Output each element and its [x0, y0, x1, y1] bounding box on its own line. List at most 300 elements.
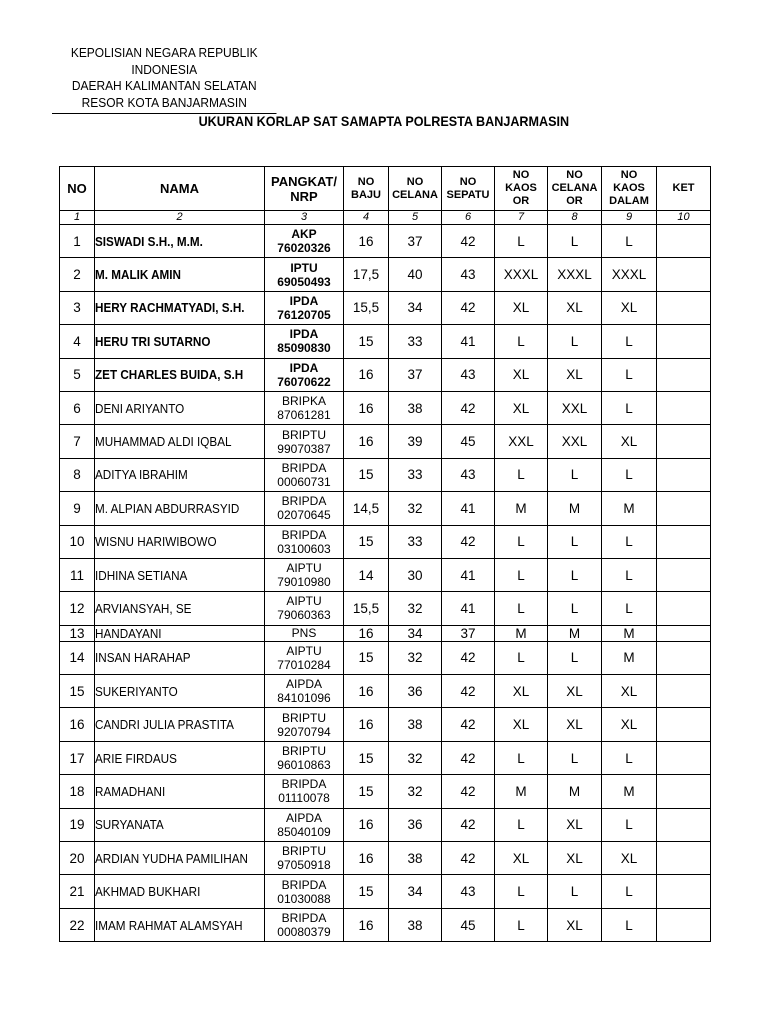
cell-nama-text: ARDIAN YUDHA PAMILIHAN: [95, 850, 249, 866]
cell-no-kaos-dalam: L: [602, 558, 657, 591]
cell-pangkat-nrp: [265, 708, 344, 741]
table-row: [60, 675, 711, 708]
cell-no-celana-or: M: [548, 775, 602, 808]
cell-nama-text: SISWADI S.H., M.M.: [95, 233, 203, 249]
cell-nrp: 76070622: [277, 374, 331, 389]
cell-no-kaos-dalam: L: [602, 225, 657, 258]
cell-nama-text: HERU TRI SUTARNO: [95, 333, 211, 349]
cell-no: 8: [60, 458, 95, 491]
cell-no-kaos-or: L: [495, 808, 548, 841]
cell-nama: [95, 741, 265, 774]
table-row: [60, 625, 711, 641]
cell-pangkat: BRIPDA: [281, 877, 327, 892]
cell-no-kaos-dalam: L: [602, 525, 657, 558]
column-number-row: [60, 211, 711, 225]
cell-no: 19: [60, 808, 95, 841]
cell-pangkat-nrp: [265, 741, 344, 774]
cell-no-baju: 16: [344, 908, 389, 941]
cell-nama-text: M. ALPIAN ABDURRASYID: [95, 500, 240, 516]
cell-no-kaos-or: L: [495, 908, 548, 941]
cell-nama: [95, 641, 265, 674]
cell-ket: [657, 425, 711, 458]
cell-nama: [95, 492, 265, 525]
column-number: 10: [657, 211, 711, 225]
cell-no-kaos-dalam: L: [602, 808, 657, 841]
cell-nrp: 03100603: [277, 541, 331, 556]
cell-no-sepatu: 41: [442, 492, 495, 525]
cell-pangkat-nrp: [265, 875, 344, 908]
header-celana-line-1: NO: [406, 175, 424, 188]
cell-no: 17: [60, 741, 95, 774]
header-pangkat-line-1: PANGKAT/: [271, 173, 337, 189]
table-row: [60, 741, 711, 774]
cell-nama: [95, 391, 265, 424]
cell-no-celana-or: L: [548, 592, 602, 625]
cell-no-celana: 32: [389, 592, 442, 625]
cell-no-baju: 15: [344, 525, 389, 558]
cell-no-baju: 14: [344, 558, 389, 591]
cell-pangkat-nrp: [265, 391, 344, 424]
cell-nama: [95, 291, 265, 324]
cell-no: 20: [60, 842, 95, 875]
cell-ket: [657, 641, 711, 674]
cell-pangkat: AIPDA: [285, 677, 322, 692]
cell-no-kaos-or: L: [495, 558, 548, 591]
cell-no-sepatu: 43: [442, 258, 495, 291]
column-number: 6: [442, 211, 495, 225]
cell-no-kaos-or: XL: [495, 358, 548, 391]
cell-nama: [95, 842, 265, 875]
cell-no-sepatu: 43: [442, 875, 495, 908]
cell-no: 10: [60, 525, 95, 558]
cell-pangkat-nrp: [265, 908, 344, 941]
cell-nama-text: SURYANATA: [95, 817, 164, 833]
cell-nama-text: ADITYA IBRAHIM: [95, 467, 188, 483]
table-row: [60, 258, 711, 291]
cell-no-celana-or: L: [548, 458, 602, 491]
table-row: [60, 391, 711, 424]
cell-nrp: 96010863: [277, 758, 331, 773]
cell-no-baju: 16: [344, 625, 389, 641]
cell-nama: [95, 908, 265, 941]
cell-no-baju: 16: [344, 675, 389, 708]
cell-nama: [95, 225, 265, 258]
cell-pangkat: BRIPTU: [281, 844, 326, 859]
cell-no-celana: 40: [389, 258, 442, 291]
column-number: 5: [389, 211, 442, 225]
cell-no-sepatu: 42: [442, 808, 495, 841]
cell-nrp: 84101096: [277, 691, 331, 706]
cell-no-celana-or: L: [548, 641, 602, 674]
column-number: 1: [60, 211, 95, 225]
cell-no-sepatu: 41: [442, 592, 495, 625]
column-number: 2: [95, 211, 265, 225]
table-row: [60, 458, 711, 491]
cell-no-kaos-or: XL: [495, 708, 548, 741]
cell-no-baju: 15,5: [344, 291, 389, 324]
cell-no-kaos-dalam: XXXL: [602, 258, 657, 291]
document-title: [0, 113, 768, 129]
table-row: [60, 875, 711, 908]
cell-pangkat: IPDA: [289, 327, 319, 342]
cell-no: 14: [60, 641, 95, 674]
cell-ket: [657, 525, 711, 558]
cell-no: 2: [60, 258, 95, 291]
header-no-baju: [344, 167, 389, 211]
cell-no-celana: 32: [389, 641, 442, 674]
cell-nama: [95, 775, 265, 808]
cell-nama-text: SUKERIYANTO: [95, 683, 178, 699]
header-no: NO: [60, 167, 95, 211]
header-no-kaos-or: [495, 167, 548, 211]
cell-no-celana: 38: [389, 391, 442, 424]
header-kaos-dalam-line-2: KAOS: [613, 182, 645, 194]
cell-pangkat: BRIPKA: [281, 394, 326, 409]
cell-no-kaos-or: XL: [495, 675, 548, 708]
cell-pangkat-nrp: [265, 558, 344, 591]
cell-nama-text: RAMADHANI: [95, 783, 166, 799]
cell-no-kaos-dalam: L: [602, 458, 657, 491]
cell-no-kaos-or: L: [495, 592, 548, 625]
cell-no-baju: 16: [344, 808, 389, 841]
cell-ket: [657, 492, 711, 525]
cell-no: 1: [60, 225, 95, 258]
cell-no-kaos-dalam: XL: [602, 842, 657, 875]
cell-no-baju: 15: [344, 458, 389, 491]
cell-nama: [95, 558, 265, 591]
cell-no-kaos-or: M: [495, 625, 548, 641]
cell-pangkat: AIPTU: [286, 643, 322, 658]
cell-no-sepatu: 42: [442, 708, 495, 741]
cell-pangkat-nrp: [265, 258, 344, 291]
column-number: 4: [344, 211, 389, 225]
cell-no: 11: [60, 558, 95, 591]
cell-no-kaos-or: XL: [495, 291, 548, 324]
cell-no-celana: 34: [389, 625, 442, 641]
cell-no-baju: 16: [344, 708, 389, 741]
cell-pangkat-nrp: [265, 775, 344, 808]
table-row: [60, 641, 711, 674]
cell-no-celana-or: L: [548, 741, 602, 774]
table-body: [60, 225, 711, 942]
cell-no: 9: [60, 492, 95, 525]
cell-pangkat: PNS: [291, 626, 317, 641]
header-baju-line-2: BAJU: [351, 188, 381, 201]
cell-no-sepatu: 42: [442, 291, 495, 324]
cell-pangkat-nrp: [265, 225, 344, 258]
cell-ket: [657, 592, 711, 625]
cell-no-sepatu: 37: [442, 625, 495, 641]
header-kaos-line-1: NO: [512, 169, 530, 181]
header-ket: KET: [657, 167, 711, 211]
header-pangkat-line-2: NRP: [290, 188, 318, 204]
cell-no-kaos-or: XL: [495, 391, 548, 424]
cell-no-celana-or: L: [548, 225, 602, 258]
cell-no-celana-or: M: [548, 625, 602, 641]
cell-nrp: 87061281: [277, 408, 331, 423]
cell-nama: [95, 708, 265, 741]
cell-nrp: 00060731: [277, 474, 331, 489]
cell-no-celana-or: XL: [548, 708, 602, 741]
header-baju-line-1: NO: [357, 175, 375, 188]
cell-pangkat-nrp: [265, 675, 344, 708]
cell-pangkat-nrp: [265, 325, 344, 358]
cell-pangkat: BRIPDA: [281, 494, 327, 509]
cell-nrp: 77010284: [277, 657, 331, 672]
cell-ket: [657, 675, 711, 708]
cell-ket: [657, 291, 711, 324]
cell-no-kaos-dalam: M: [602, 775, 657, 808]
cell-ket: [657, 808, 711, 841]
letterhead-line-2: DAERAH KALIMANTAN SELATAN: [71, 78, 257, 93]
cell-no-kaos-or: L: [495, 225, 548, 258]
cell-nrp: 85040109: [277, 824, 331, 839]
cell-nrp: 92070794: [277, 724, 331, 739]
cell-nama: [95, 358, 265, 391]
cell-no-celana: 32: [389, 775, 442, 808]
cell-no-celana-or: XXL: [548, 391, 602, 424]
cell-no-kaos-or: L: [495, 875, 548, 908]
cell-no: 7: [60, 425, 95, 458]
cell-no: 5: [60, 358, 95, 391]
cell-pangkat-nrp: [265, 358, 344, 391]
cell-no-celana-or: XXXL: [548, 258, 602, 291]
cell-no: 16: [60, 708, 95, 741]
cell-no-kaos-dalam: M: [602, 625, 657, 641]
table-row: [60, 425, 711, 458]
cell-no-kaos-or: L: [495, 741, 548, 774]
cell-no-celana: 33: [389, 458, 442, 491]
table-row: [60, 808, 711, 841]
letterhead-line-3: RESOR KOTA BANJARMASIN: [52, 95, 276, 115]
cell-nama: [95, 592, 265, 625]
cell-pangkat: AKP: [291, 227, 317, 242]
cell-no-baju: 15: [344, 875, 389, 908]
cell-nama-text: HERY RACHMATYADI, S.H.: [95, 300, 245, 316]
cell-no: 3: [60, 291, 95, 324]
cell-no-celana: 33: [389, 525, 442, 558]
cell-no-kaos-or: M: [495, 492, 548, 525]
cell-no-baju: 15: [344, 325, 389, 358]
cell-no-celana-or: XL: [548, 908, 602, 941]
cell-no-celana-or: XL: [548, 291, 602, 324]
cell-nrp: 79060363: [277, 608, 331, 623]
header-no-sepatu: [442, 167, 495, 211]
cell-no-baju: 15: [344, 741, 389, 774]
cell-no: 22: [60, 908, 95, 941]
table-row: [60, 708, 711, 741]
cell-pangkat: AIPTU: [286, 594, 322, 609]
cell-no-kaos-dalam: L: [602, 908, 657, 941]
cell-nrp: 76120705: [277, 307, 331, 322]
cell-no-kaos-or: L: [495, 325, 548, 358]
table-row: [60, 525, 711, 558]
cell-nama: [95, 675, 265, 708]
cell-nrp: 99070387: [277, 441, 331, 456]
cell-ket: [657, 225, 711, 258]
cell-ket: [657, 558, 711, 591]
letterhead-line-1: KEPOLISIAN NEGARA REPUBLIK INDONESIA: [70, 45, 258, 77]
cell-pangkat-nrp: [265, 842, 344, 875]
table-row: [60, 908, 711, 941]
cell-no-celana: 38: [389, 908, 442, 941]
cell-no-celana: 37: [389, 225, 442, 258]
cell-no-celana: 34: [389, 875, 442, 908]
cell-nama-text: IMAM RAHMAT ALAMSYAH: [95, 917, 243, 933]
cell-nama-text: MUHAMMAD ALDI IQBAL: [95, 434, 232, 450]
header-celana-or-line-1: NO: [566, 169, 583, 181]
cell-no: 4: [60, 325, 95, 358]
cell-pangkat: IPDA: [289, 293, 319, 308]
column-number: 7: [495, 211, 548, 225]
cell-pangkat: AIPTU: [286, 561, 322, 576]
cell-no-sepatu: 42: [442, 675, 495, 708]
cell-nama: [95, 525, 265, 558]
cell-ket: [657, 741, 711, 774]
cell-no-celana: 34: [389, 291, 442, 324]
cell-no-kaos-dalam: XL: [602, 708, 657, 741]
header-kaos-line-3: OR: [512, 195, 530, 207]
cell-nama-text: ZET CHARLES BUIDA, S.H: [95, 367, 244, 383]
cell-no: 12: [60, 592, 95, 625]
cell-no: 15: [60, 675, 95, 708]
cell-no-kaos-or: M: [495, 775, 548, 808]
cell-ket: [657, 458, 711, 491]
cell-no-sepatu: 42: [442, 391, 495, 424]
cell-no-kaos-or: XL: [495, 842, 548, 875]
cell-nrp: 85090830: [277, 341, 331, 356]
header-celana-or-line-2: CELANA: [551, 182, 598, 194]
cell-nama-text: IDHINA SETIANA: [95, 567, 188, 583]
cell-pangkat-nrp: [265, 592, 344, 625]
table-row: [60, 775, 711, 808]
cell-no-celana-or: L: [548, 558, 602, 591]
cell-ket: [657, 875, 711, 908]
table-row: [60, 492, 711, 525]
cell-no-baju: 14,5: [344, 492, 389, 525]
header-pangkat-nrp: [265, 167, 344, 211]
cell-no: 6: [60, 391, 95, 424]
cell-no-celana: 32: [389, 492, 442, 525]
header-sepatu-line-1: NO: [459, 175, 477, 188]
table-row: [60, 358, 711, 391]
cell-nama: [95, 875, 265, 908]
header-kaos-dalam-line-1: NO: [620, 169, 638, 181]
cell-no-kaos-dalam: XL: [602, 291, 657, 324]
cell-nama: [95, 808, 265, 841]
cell-no-celana-or: XL: [548, 675, 602, 708]
cell-pangkat-nrp: [265, 525, 344, 558]
header-celana-or-line-3: OR: [566, 195, 583, 207]
cell-no-celana: 39: [389, 425, 442, 458]
cell-pangkat-nrp: [265, 625, 344, 641]
cell-no-celana-or: XL: [548, 842, 602, 875]
cell-no-celana-or: XL: [548, 358, 602, 391]
cell-no-baju: 15: [344, 641, 389, 674]
cell-nama-text: ARIE FIRDAUS: [95, 750, 177, 766]
cell-no-kaos-dalam: L: [602, 741, 657, 774]
header-no-celana: [389, 167, 442, 211]
cell-no-kaos-or: L: [495, 525, 548, 558]
cell-nama: [95, 258, 265, 291]
cell-no-sepatu: 41: [442, 325, 495, 358]
cell-pangkat: BRIPTU: [281, 744, 326, 759]
table-row: [60, 592, 711, 625]
cell-ket: [657, 325, 711, 358]
table-row: [60, 558, 711, 591]
cell-nama: [95, 325, 265, 358]
cell-no-celana-or: XXL: [548, 425, 602, 458]
cell-nama-text: INSAN HARAHAP: [95, 650, 191, 666]
cell-no-sepatu: 42: [442, 842, 495, 875]
cell-ket: [657, 908, 711, 941]
cell-no-kaos-dalam: L: [602, 875, 657, 908]
cell-no-sepatu: 42: [442, 225, 495, 258]
header-no-kaos-dalam: [602, 167, 657, 211]
size-table: [59, 166, 711, 942]
cell-pangkat: BRIPDA: [281, 777, 327, 792]
table-row: [60, 325, 711, 358]
cell-nrp: 02070645: [277, 508, 331, 523]
cell-nrp: 76020326: [277, 241, 331, 256]
cell-no-kaos-or: L: [495, 458, 548, 491]
cell-nrp: 79010980: [277, 575, 331, 590]
cell-no-celana: 37: [389, 358, 442, 391]
cell-no-sepatu: 43: [442, 358, 495, 391]
header-no-celana-or: [548, 167, 602, 211]
cell-nrp: 69050493: [277, 274, 331, 289]
cell-nama: [95, 625, 265, 641]
cell-pangkat: AIPDA: [285, 810, 322, 825]
cell-ket: [657, 708, 711, 741]
cell-no-kaos-or: XXL: [495, 425, 548, 458]
cell-no-celana: 30: [389, 558, 442, 591]
cell-pangkat: IPDA: [289, 360, 319, 375]
header-nama: NAMA: [95, 167, 265, 211]
cell-no-sepatu: 42: [442, 775, 495, 808]
cell-no-sepatu: 45: [442, 425, 495, 458]
cell-nama-text: CANDRI JULIA PRASTITA: [95, 717, 234, 733]
cell-no-sepatu: 42: [442, 641, 495, 674]
cell-ket: [657, 625, 711, 641]
cell-no: 13: [60, 625, 95, 641]
column-number: 8: [548, 211, 602, 225]
header-kaos-line-2: KAOS: [505, 182, 537, 194]
cell-no-celana-or: L: [548, 875, 602, 908]
cell-ket: [657, 842, 711, 875]
cell-pangkat-nrp: [265, 808, 344, 841]
document-title-text: UKURAN KORLAP SAT SAMAPTA POLRESTA BANJARMASIN: [198, 113, 570, 129]
cell-pangkat: BRIPTU: [281, 710, 326, 725]
cell-no-baju: 15,5: [344, 592, 389, 625]
cell-no: 18: [60, 775, 95, 808]
cell-no-kaos-dalam: L: [602, 592, 657, 625]
cell-no-baju: 16: [344, 391, 389, 424]
cell-nrp: 97050918: [277, 858, 331, 873]
cell-no-kaos-dalam: XL: [602, 675, 657, 708]
cell-pangkat-nrp: [265, 458, 344, 491]
cell-no-kaos-dalam: XL: [602, 425, 657, 458]
cell-pangkat-nrp: [265, 641, 344, 674]
cell-no-baju: 16: [344, 425, 389, 458]
cell-no-sepatu: 42: [442, 741, 495, 774]
cell-nrp: 00080379: [277, 925, 331, 939]
cell-nama-text: DENI ARIYANTO: [95, 400, 185, 416]
cell-no-sepatu: 42: [442, 525, 495, 558]
cell-nama: [95, 425, 265, 458]
cell-no-kaos-dalam: L: [602, 391, 657, 424]
cell-no-kaos-dalam: L: [602, 325, 657, 358]
